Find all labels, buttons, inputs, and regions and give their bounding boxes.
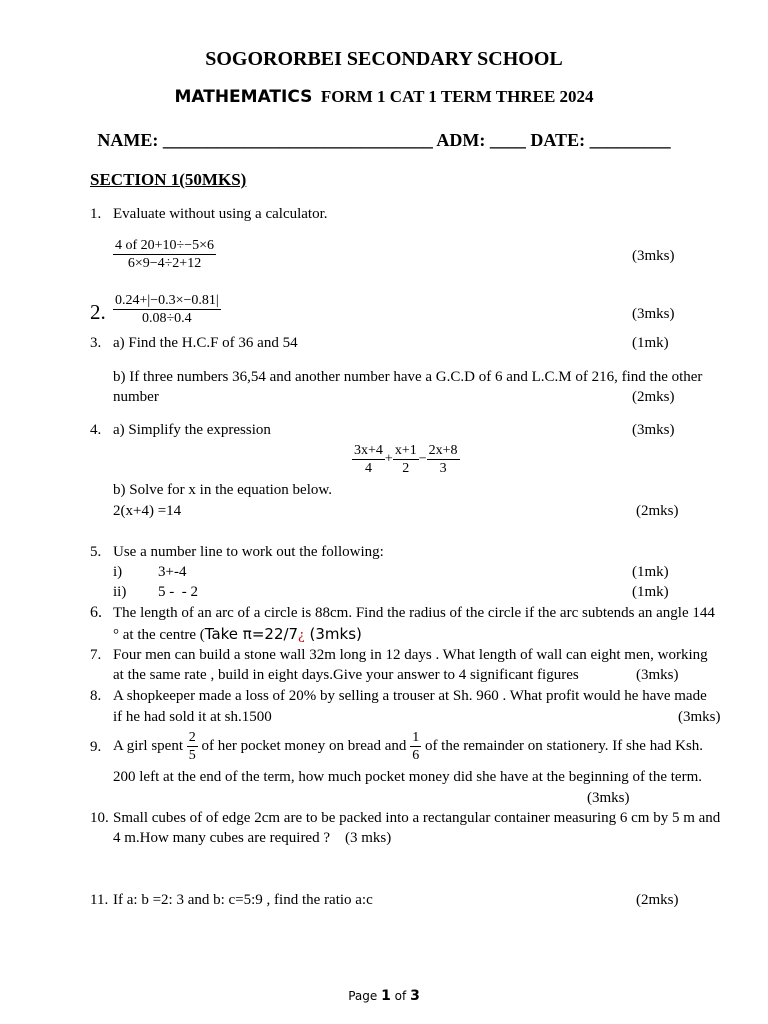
q5-ii-label: ii) — [113, 584, 127, 600]
q8-line2: if he had sold it at sh.1500 — [113, 709, 272, 725]
q9-frac2-denominator: 6 — [412, 748, 420, 763]
q4-frac1-denominator: 4 — [364, 461, 372, 476]
q9-marks: (3mks) — [587, 790, 630, 806]
q5-number: 5. — [90, 544, 102, 560]
school-name: SOGORORBEI SECONDARY SCHOOL — [205, 48, 563, 70]
q4-part-a: a) Simplify the expression — [113, 422, 271, 438]
q11-marks: (2mks) — [636, 892, 679, 908]
q4-number: 4. — [90, 422, 102, 438]
page-total: 3 — [410, 988, 420, 1004]
q5-i-marks: (1mk) — [632, 564, 669, 580]
subject-title: MATHEMATICS — [174, 87, 313, 107]
q4-frac3-denominator: 3 — [439, 461, 447, 476]
q2-numerator: 0.24+|−0.3×−0.81| — [115, 293, 219, 308]
q8-marks: (3mks) — [678, 709, 721, 725]
q8-number: 8. — [90, 688, 102, 704]
q5-i-expression: 3+-4 — [158, 564, 187, 580]
student-details-line: NAME: ______________________________ ADM: ____ DATE: _________ — [97, 130, 671, 150]
q3-part-a: a) Find the H.C.F of 36 and 54 — [113, 335, 298, 351]
q10-line1: Small cubes of of edge 2cm are to be packed into a rectangular container measuring 6 cm by 5 m and — [113, 810, 721, 826]
q5-text: Use a number line to work out the following: — [113, 544, 384, 560]
q7-marks: (3mks) — [636, 667, 679, 683]
q6-pi-note: Take π=22/7 — [204, 625, 299, 643]
q6-number: 6. — [90, 604, 102, 621]
q2-marks: (3mks) — [632, 306, 675, 322]
page-number: 1 — [381, 988, 391, 1004]
q3-part-a-marks: (1mk) — [632, 335, 669, 351]
q1-marks: (3mks) — [632, 248, 675, 264]
q11-number: 11. — [90, 892, 109, 908]
q1-denominator: 6×9−4÷2+12 — [127, 256, 202, 271]
q9-line2: 200 left at the end of the term, how much pocket money did she have at the beginning of the term. — [113, 769, 702, 785]
of-word: of — [394, 989, 407, 1003]
q1-number: 1. — [90, 206, 102, 222]
q9-frac1-denominator: 5 — [188, 748, 196, 763]
q9-frac1-numerator: 2 — [188, 730, 196, 745]
q2-fraction — [113, 292, 221, 327]
q9-text-part3: of the remainder on stationery. If she had Ksh. — [424, 737, 704, 754]
q1-text: Evaluate without using a calculator. — [113, 206, 328, 222]
q1-numerator: 4 of 20+10÷−5×6 — [115, 238, 215, 253]
q4-frac1-numerator: 3x+4 — [354, 443, 383, 458]
q3-part-b-marks: (2mks) — [632, 389, 675, 405]
q4-frac3-numerator: 2x+8 — [428, 443, 458, 458]
exam-title — [0, 87, 768, 107]
q3-part-b-line1: b) If three numbers 36,54 and another number have a G.C.D of 6 and L.C.M of 216, find the other — [113, 369, 703, 385]
q5-ii-expression: 5 - - 2 — [158, 584, 198, 600]
q4-part-b-marks: (2mks) — [636, 503, 679, 519]
q4-part-a-marks: (3mks) — [632, 422, 675, 438]
q4-part-b: b) Solve for x in the equation below. — [113, 482, 332, 498]
q6-line2 — [113, 625, 362, 644]
section-title: SECTION 1(50MKS) — [90, 170, 247, 189]
q2-number: 2. — [90, 300, 106, 324]
q1-fraction — [113, 237, 216, 272]
q7-line1: Four men can build a stone wall 32m long in 12 days . What length of wall can eight men, working — [113, 647, 708, 663]
q10-line2: 4 m.How many cubes are required ? (3 mks) — [113, 830, 392, 846]
q7-number: 7. — [90, 647, 102, 663]
q6-line2-start: ° at the centre ( — [113, 627, 205, 643]
q4-expression: $\frac{3x+4}{4}$ + $\frac{x+1}{2}$ − $\frac{2x+8}{3}$ — [354, 443, 458, 476]
q9-text-part2: of her pocket money on bread and — [201, 737, 407, 754]
q5-ii-marks: (1mk) — [632, 584, 669, 600]
q6-symbol: ¿ — [298, 627, 305, 643]
q4-frac2-numerator: x+1 — [394, 443, 417, 458]
q9-line1 — [113, 729, 703, 764]
q9-text-part1: A girl spent — [113, 737, 183, 754]
q3-part-b-line2: number — [113, 389, 159, 405]
q5-i-label: i) — [113, 564, 123, 580]
q2-denominator: 0.08÷0.4 — [142, 311, 192, 326]
page-word: Page — [348, 989, 378, 1003]
q11-text: If a: b =2: 3 and b: c=5:9 , find the ratio a:c — [113, 892, 373, 908]
q10-number: 10. — [90, 810, 109, 826]
q6-line1: The length of an arc of a circle is 88cm. Find the radius of the circle if the arc subtends an angle 144 — [113, 605, 715, 621]
q9-number: 9. — [90, 739, 102, 755]
q8-line1: A shopkeeper made a loss of 20% by selling a trouser at Sh. 960 . What profit would he have made — [113, 688, 707, 704]
q9-frac2-numerator: 1 — [412, 730, 420, 745]
q3-number: 3. — [90, 335, 102, 351]
q7-line2: at the same rate , build in eight days.Give your answer to 4 significant figures — [113, 667, 579, 683]
q4-frac2-denominator: 2 — [402, 461, 410, 476]
exam-name: FORM 1 CAT 1 TERM THREE 2024 — [320, 87, 594, 106]
page-footer — [0, 988, 768, 1004]
q6-marks: (3mks) — [304, 625, 362, 643]
q4-equation: 2(x+4) =14 — [113, 503, 182, 519]
